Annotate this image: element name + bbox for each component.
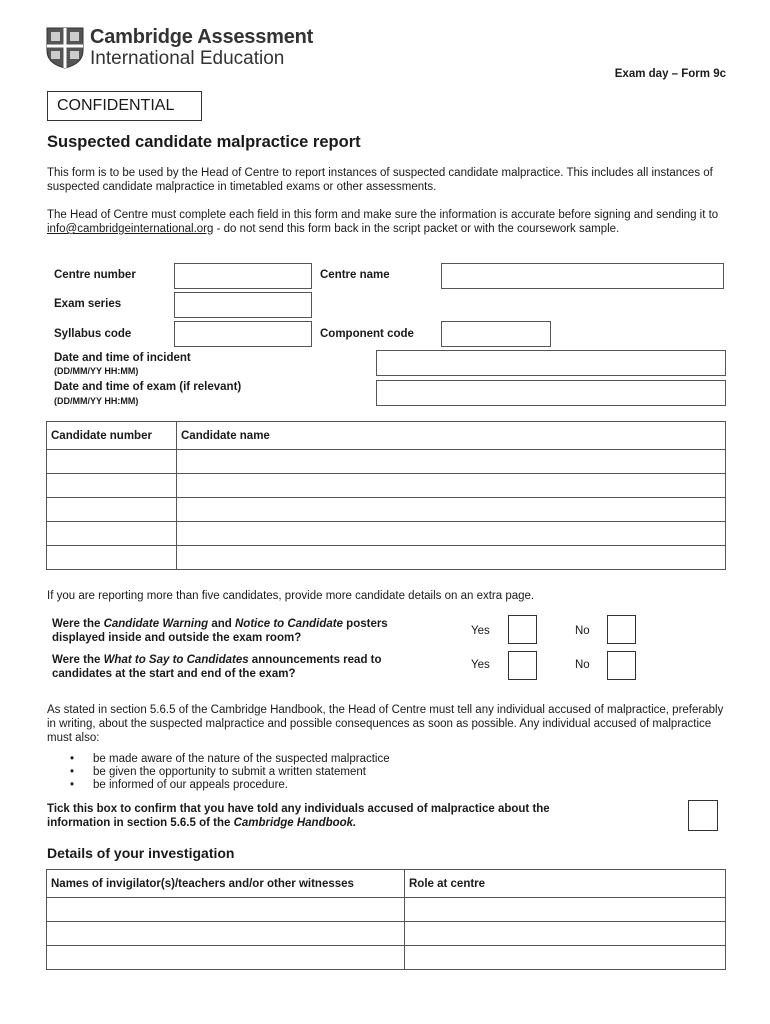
candidates-table: [46, 421, 726, 570]
q1-yes-checkbox[interactable]: [508, 615, 537, 644]
table-row: [47, 450, 726, 474]
q2-em1: What to Say to Candidates: [103, 654, 249, 666]
role-cell[interactable]: [405, 922, 726, 946]
candidate-name-cell[interactable]: [177, 522, 726, 546]
exam-datetime-label: Date and time of exam (if relevant): [54, 381, 242, 393]
component-code-label: Component code: [320, 328, 414, 340]
list-item: • be made aware of the nature of the suspected malpractice: [47, 753, 390, 766]
confirm-line2: information in section 5.6.5 of the: [47, 817, 234, 829]
confirm-line1: Tick this box to confirm that you have told any individuals accused of malpractice about the: [47, 803, 550, 815]
role-cell[interactable]: [405, 898, 726, 922]
page-title: Suspected candidate malpractice report: [47, 133, 361, 151]
col-candidate-number: Candidate number: [47, 422, 177, 450]
table-row: [47, 546, 726, 570]
q2-post: announcements read to: [248, 654, 382, 666]
centre-name-label: Centre name: [320, 269, 390, 281]
q1-post: posters: [342, 618, 388, 630]
q1-line2: displayed inside and outside the exam room?: [52, 632, 302, 644]
table-row: [47, 922, 726, 946]
table-row: [47, 522, 726, 546]
witnesses-table: [46, 869, 726, 970]
candidate-number-cell[interactable]: [47, 450, 177, 474]
witness-name-cell[interactable]: [47, 922, 405, 946]
brand-subname: International Education: [90, 48, 285, 69]
incident-datetime-label: Date and time of incident: [54, 352, 191, 364]
q1-no-checkbox[interactable]: [607, 615, 636, 644]
role-cell[interactable]: [405, 946, 726, 970]
table-row: [47, 474, 726, 498]
exam-series-input[interactable]: [174, 292, 312, 318]
q1-no-label: No: [575, 625, 590, 637]
table-row: [47, 946, 726, 970]
logo-crest-icon: [46, 27, 84, 69]
q1-em2: Notice to Candidate: [234, 618, 343, 630]
confidential-box: [47, 91, 202, 121]
extra-candidates-note: If you are reporting more than five candidates, provide more candidate details on an extra page.: [47, 590, 535, 602]
q2-no-label: No: [575, 659, 590, 671]
candidate-number-cell[interactable]: [47, 522, 177, 546]
q1-em1: Candidate Warning: [103, 618, 209, 630]
centre-number-label: Centre number: [54, 269, 136, 281]
witness-name-cell[interactable]: [47, 946, 405, 970]
investigation-heading: Details of your investigation: [47, 845, 235, 861]
list-item: • be informed of our appeals procedure.: [47, 779, 390, 792]
intro-text-before-email: The Head of Centre must complete each field in this form and make sure the information is accurate before signing and sending it to: [47, 209, 719, 221]
q2-yes-label: Yes: [471, 659, 490, 671]
brand-name: Cambridge Assessment: [90, 26, 314, 48]
exam-datetime-format: (DD/MM/YY HH:MM): [54, 396, 139, 406]
q1-mid: and: [208, 618, 235, 630]
centre-number-input[interactable]: [174, 263, 312, 289]
intro-text-after-email: - do not send this form back in the script packet or with the coursework sample.: [213, 223, 620, 235]
syllabus-code-label: Syllabus code: [54, 328, 132, 340]
candidate-name-cell[interactable]: [177, 546, 726, 570]
table-row: [47, 498, 726, 522]
confirm-checkbox[interactable]: [688, 800, 718, 831]
component-code-input[interactable]: [441, 321, 551, 347]
intro-paragraph-2: [47, 208, 722, 236]
confirm-tick-text: [47, 802, 550, 830]
candidate-name-cell[interactable]: [177, 498, 726, 522]
centre-name-input[interactable]: [441, 263, 724, 289]
q1-pre: Were the: [52, 618, 104, 630]
confirm-line2-em: Cambridge Handbook.: [233, 817, 357, 829]
email-link[interactable]: info@cambridgeinternational.org: [47, 223, 214, 235]
intro-paragraph-1: This form is to be used by the Head of Centre to report instances of suspected candidate malpractice. This includes all instances of suspected candidate malpractice in timetabled exams or other assessments.: [47, 167, 713, 193]
q2-pre: Were the: [52, 654, 104, 666]
col-role-at-centre: Role at centre: [405, 870, 726, 898]
question-posters: [52, 617, 388, 645]
incident-datetime-format: (DD/MM/YY HH:MM): [54, 366, 139, 376]
candidate-name-cell[interactable]: [177, 474, 726, 498]
q1-yes-label: Yes: [471, 625, 490, 637]
question-announcements: [52, 653, 382, 681]
candidate-number-cell[interactable]: [47, 498, 177, 522]
handbook-paragraph: As stated in section 5.6.5 of the Cambridge Handbook, the Head of Centre must tell any individual accused of malpractice, preferably in writing, about the suspected malpractice and possible consequences as soon as possible. Any individual accused of malpractice must also:: [47, 704, 724, 744]
list-item: • be given the opportunity to submit a written statement: [47, 766, 390, 779]
col-witness-names: Names of invigilator(s)/teachers and/or other witnesses: [47, 870, 405, 898]
col-candidate-name: Candidate name: [177, 422, 726, 450]
obligations-list: [47, 753, 390, 792]
candidate-number-cell[interactable]: [47, 474, 177, 498]
syllabus-code-input[interactable]: [174, 321, 312, 347]
q2-yes-checkbox[interactable]: [508, 651, 537, 680]
candidate-number-cell[interactable]: [47, 546, 177, 570]
candidate-name-cell[interactable]: [177, 450, 726, 474]
q2-line2: candidates at the start and end of the exam?: [52, 668, 296, 680]
exam-datetime-input[interactable]: [376, 380, 726, 406]
exam-series-label: Exam series: [54, 298, 122, 310]
table-row: [47, 898, 726, 922]
q2-no-checkbox[interactable]: [607, 651, 636, 680]
witness-name-cell[interactable]: [47, 898, 405, 922]
incident-datetime-input[interactable]: [376, 350, 726, 376]
form-id: Exam day – Form 9c: [614, 68, 726, 80]
confidential-label: CONFIDENTIAL: [57, 97, 175, 114]
